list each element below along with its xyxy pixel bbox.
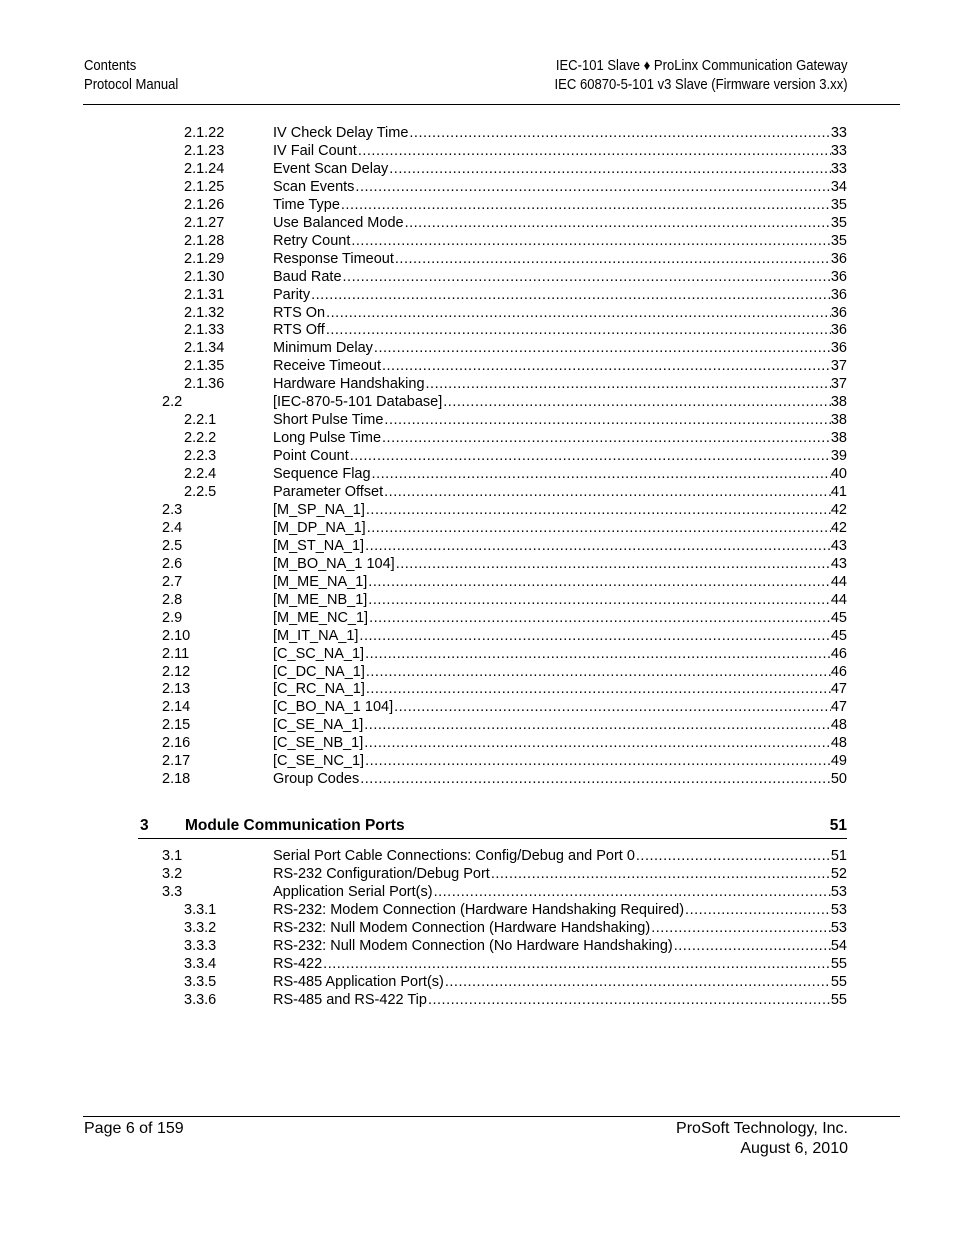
toc-entry[interactable] xyxy=(0,555,954,573)
toc-entry-number: 2.8 xyxy=(162,591,183,608)
page-header xyxy=(84,57,848,97)
toc-entry-page: 53 xyxy=(830,920,847,936)
page-footer xyxy=(84,1119,848,1161)
toc-entry-title: Minimum Delay xyxy=(273,340,373,357)
toc-entry[interactable] xyxy=(0,321,954,339)
toc-entry[interactable] xyxy=(0,375,954,393)
toc-dot-leader xyxy=(325,304,831,322)
toc-entry[interactable] xyxy=(0,955,954,973)
toc-entry-page: 52 xyxy=(830,866,847,882)
toc-entry-page: 36 xyxy=(830,250,847,267)
toc-entry-body xyxy=(273,645,847,663)
toc-entry-title: Short Pulse Time xyxy=(273,412,384,429)
toc-dot-leader xyxy=(368,609,831,627)
toc-entry-title: [C_SE_NC_1] xyxy=(273,753,365,770)
toc-entry-number: 3.3.4 xyxy=(184,956,217,972)
toc-entry-page: 48 xyxy=(830,735,847,752)
toc-entry[interactable] xyxy=(0,268,954,286)
header-divider xyxy=(83,104,900,105)
toc-entry[interactable] xyxy=(0,537,954,555)
toc-entry[interactable] xyxy=(0,339,954,357)
toc-entry[interactable] xyxy=(0,519,954,537)
toc-entry-body xyxy=(273,752,847,770)
toc-entry-number: 2.11 xyxy=(162,645,190,662)
toc-entry-page: 36 xyxy=(830,340,847,357)
toc-dot-leader xyxy=(408,124,830,142)
toc-entry-body xyxy=(273,232,847,250)
toc-entry[interactable] xyxy=(0,680,954,698)
toc-entry-page: 33 xyxy=(830,142,847,159)
toc-entry-number: 2.7 xyxy=(162,573,183,590)
toc-entry-body xyxy=(273,429,847,447)
toc-entry-number: 2.1.25 xyxy=(184,178,225,195)
toc-entry[interactable] xyxy=(0,357,954,375)
toc-entry-page: 43 xyxy=(830,555,847,572)
toc-entry-number: 2.2.5 xyxy=(184,484,217,500)
header-right xyxy=(555,57,848,95)
toc-entry[interactable] xyxy=(0,501,954,519)
toc-entry-number: 2.2.2 xyxy=(184,430,217,447)
toc-entry-page: 33 xyxy=(830,125,847,141)
toc-entry-number: 2.15 xyxy=(162,717,191,734)
toc-entry-title: Scan Events xyxy=(273,178,355,195)
toc-entry-number: 2.12 xyxy=(162,663,191,680)
toc-entry-body xyxy=(273,591,847,609)
toc-entry-number: 3.3 xyxy=(162,884,183,900)
toc-entry-page: 55 xyxy=(830,956,847,972)
toc-entry-page: 55 xyxy=(830,992,847,1008)
toc-entry-body xyxy=(273,573,847,591)
chapter-divider xyxy=(138,838,847,839)
toc-entry-number: 2.1.26 xyxy=(184,196,225,213)
toc-dot-leader xyxy=(427,991,831,1009)
toc-dot-leader xyxy=(364,537,831,555)
toc-entry-number: 2.10 xyxy=(162,627,191,644)
toc-entry-title: RS-422 xyxy=(273,956,323,972)
toc-dot-leader xyxy=(395,555,831,573)
toc-entry-number: 2.1.33 xyxy=(184,322,225,339)
toc-dot-leader xyxy=(367,591,831,609)
toc-entry-title: Receive Timeout xyxy=(273,358,381,375)
toc-dot-leader xyxy=(383,411,830,429)
toc-dot-leader xyxy=(340,196,831,214)
toc-entry-title: Parameter Offset xyxy=(273,484,384,500)
toc-dot-leader xyxy=(363,734,831,752)
toc-entry[interactable] xyxy=(0,483,954,501)
toc-entry[interactable] xyxy=(0,393,954,411)
toc-entry-body xyxy=(273,375,847,393)
toc-dot-leader xyxy=(381,429,831,447)
toc-entry-body xyxy=(273,501,847,519)
toc-entry-number: 2.1.24 xyxy=(184,160,225,177)
header-manual-name: Protocol Manual xyxy=(84,77,179,93)
toc-entry-number: 3.3.1 xyxy=(184,902,217,918)
toc-entry-body xyxy=(273,865,847,883)
toc-dot-leader xyxy=(404,214,831,232)
toc-entry-number: 2.18 xyxy=(162,771,191,788)
toc-entry-title: Response Timeout xyxy=(273,250,394,267)
toc-entry-number: 2.2 xyxy=(162,394,183,411)
header-product-version: IEC 60870-5-101 v3 Slave (Firmware version 3.xx) xyxy=(554,77,848,93)
toc-entry-page: 41 xyxy=(830,484,847,500)
toc-entry-title: [M_IT_NA_1] xyxy=(273,627,359,644)
toc-entry-title: IV Check Delay Time xyxy=(273,125,409,141)
toc-entry-page: 50 xyxy=(830,771,847,788)
toc-entry-title: RS-232 Configuration/Debug Port xyxy=(273,866,490,882)
toc-dot-leader xyxy=(365,663,831,681)
toc-entry-page: 35 xyxy=(830,196,847,213)
toc-entry-number: 2.13 xyxy=(162,681,191,698)
toc-entry-number: 2.1.23 xyxy=(184,142,225,159)
toc-entry-title: RS-232: Null Modem Connection (No Hardware Handshaking) xyxy=(273,938,673,954)
toc-dot-leader xyxy=(425,375,831,393)
toc-dot-leader xyxy=(310,286,831,304)
toc-entry-body xyxy=(273,519,847,537)
toc-entry-body xyxy=(273,393,847,411)
toc-entry[interactable] xyxy=(0,142,954,160)
toc-entry-body xyxy=(273,465,847,483)
toc-entry-number: 2.1.31 xyxy=(184,286,225,303)
toc-entry-title: Parity xyxy=(273,286,311,303)
toc-entry[interactable] xyxy=(0,573,954,591)
toc-entry-title: Long Pulse Time xyxy=(273,430,382,447)
toc-entry-body xyxy=(273,250,847,268)
toc-entry[interactable] xyxy=(0,465,954,483)
toc-entry-body xyxy=(273,357,847,375)
toc-dot-leader xyxy=(371,465,831,483)
toc-entry-page: 37 xyxy=(830,376,847,393)
toc-entry-title: [C_RC_NA_1] xyxy=(273,681,365,698)
toc-entry-page: 40 xyxy=(830,466,847,483)
toc-entry[interactable] xyxy=(0,991,954,1009)
toc-dot-leader xyxy=(394,250,831,268)
toc-entry-number: 2.1.28 xyxy=(184,232,225,249)
header-product-name: IEC-101 Slave ♦ ProLinx Communication Gateway xyxy=(556,58,848,74)
toc-entry-title: RS-485 and RS-422 Tip xyxy=(273,992,427,1008)
toc-dot-leader xyxy=(350,232,830,250)
toc-entry-body xyxy=(273,955,847,973)
toc-dot-leader xyxy=(373,339,831,357)
toc-entry-number: 2.2.1 xyxy=(184,412,217,429)
toc-dot-leader xyxy=(381,357,831,375)
toc-entry-body xyxy=(273,447,847,465)
toc-entry-title: RS-232: Modem Connection (Hardware Handshaking Required) xyxy=(273,902,685,918)
toc-entry-number: 2.1.35 xyxy=(184,358,225,375)
toc-entry[interactable] xyxy=(0,286,954,304)
toc-entry[interactable] xyxy=(0,250,954,268)
toc-entry-title: Sequence Flag xyxy=(273,466,371,483)
toc-entry-number: 3.1 xyxy=(162,848,183,864)
toc-entry-title: [M_ME_NB_1] xyxy=(273,591,368,608)
toc-entry-title: Hardware Handshaking xyxy=(273,376,425,393)
toc-entry[interactable] xyxy=(0,901,954,919)
toc-entry-page: 45 xyxy=(830,627,847,644)
toc-entry-title: Event Scan Delay xyxy=(273,160,389,177)
toc-entry-number: 2.1.32 xyxy=(184,304,225,321)
toc-entry-page: 38 xyxy=(830,412,847,429)
toc-entry-number: 2.1.29 xyxy=(184,250,225,267)
toc-entry-number: 2.17 xyxy=(162,753,191,770)
toc-entry-number: 2.1.27 xyxy=(184,214,225,231)
toc-dot-leader xyxy=(393,698,831,716)
toc-entry-body xyxy=(273,142,847,160)
toc-entry-number: 2.16 xyxy=(162,735,191,752)
toc-entry-title: [IEC-870-5-101 Database] xyxy=(273,394,443,411)
toc-entry[interactable] xyxy=(0,973,954,991)
toc-entry[interactable] xyxy=(0,124,954,142)
toc-entry-body xyxy=(273,680,847,698)
toc-entry-title: [C_SE_NA_1] xyxy=(273,717,364,734)
toc-entry-title: [M_ME_NA_1] xyxy=(273,573,368,590)
toc-dot-leader xyxy=(673,937,831,955)
toc-entry-body xyxy=(273,555,847,573)
toc-dot-leader xyxy=(433,883,831,901)
toc-entry[interactable] xyxy=(0,883,954,901)
toc-entry-title: Group Codes xyxy=(273,771,360,788)
toc-entry-title: Time Type xyxy=(273,196,340,213)
toc-entry[interactable] xyxy=(0,770,954,788)
toc-entry-body xyxy=(273,537,847,555)
toc-entry[interactable] xyxy=(0,609,954,627)
toc-entry[interactable] xyxy=(0,447,954,465)
toc-entry-page: 37 xyxy=(830,358,847,375)
toc-entry-title: Application Serial Port(s) xyxy=(273,884,433,900)
toc-entry-body xyxy=(273,286,847,304)
toc-entry-page: 48 xyxy=(830,717,847,734)
toc-entry-title: [C_DC_NA_1] xyxy=(273,663,365,680)
toc-entry-number: 3.3.2 xyxy=(184,920,217,936)
toc-dot-leader xyxy=(365,680,831,698)
toc-dot-leader xyxy=(359,770,831,788)
toc-entry-page: 36 xyxy=(830,304,847,321)
toc-entry-number: 2.1.22 xyxy=(184,125,225,141)
toc-dot-leader xyxy=(635,847,831,865)
toc-entry-page: 43 xyxy=(830,537,847,554)
toc-entry-page: 39 xyxy=(830,448,847,465)
toc-entry[interactable] xyxy=(0,865,954,883)
toc-dot-leader xyxy=(322,955,831,973)
toc-entry-number: 2.1.34 xyxy=(184,340,225,357)
toc-entry-body xyxy=(273,716,847,734)
toc-entry-number: 2.3 xyxy=(162,501,183,518)
toc-entry-page: 38 xyxy=(830,430,847,447)
toc-entry[interactable] xyxy=(0,716,954,734)
toc-entry-body xyxy=(273,901,847,919)
toc-entry-body xyxy=(273,339,847,357)
toc-entry-title: [C_SC_NA_1] xyxy=(273,645,365,662)
toc-entry[interactable] xyxy=(0,196,954,214)
toc-dot-leader xyxy=(358,627,830,645)
toc-entry-body xyxy=(273,698,847,716)
toc-entry-number: 3.3.5 xyxy=(184,974,217,990)
toc-entry[interactable] xyxy=(0,411,954,429)
chapter-title: Module Communication Ports xyxy=(185,817,405,834)
toc-entry-page: 54 xyxy=(830,938,847,954)
toc-dot-leader xyxy=(442,393,831,411)
header-left xyxy=(84,57,178,95)
toc-entry-page: 45 xyxy=(830,609,847,626)
toc-entry-page: 35 xyxy=(830,214,847,231)
toc-entry-body xyxy=(273,734,847,752)
toc-entry-title: Use Balanced Mode xyxy=(273,214,404,231)
toc-entry-page: 51 xyxy=(830,848,847,864)
toc-entry-title: [M_DP_NA_1] xyxy=(273,519,366,536)
toc-entry-number: 2.14 xyxy=(162,699,191,716)
toc-entry[interactable] xyxy=(0,160,954,178)
chapter-number: 3 xyxy=(140,817,149,834)
toc-entry-body xyxy=(273,483,847,501)
toc-dot-leader xyxy=(325,321,831,339)
footer-date: August 6, 2010 xyxy=(740,1140,848,1157)
toc-entry-body xyxy=(273,919,847,937)
toc-entry-body xyxy=(273,770,847,788)
toc-entry-page: 46 xyxy=(830,663,847,680)
toc-entry-title: RTS On xyxy=(273,304,326,321)
toc-dot-leader xyxy=(444,973,831,991)
toc-entry-number: 2.4 xyxy=(162,519,183,536)
toc-entry-page: 44 xyxy=(830,591,847,608)
toc-dot-leader xyxy=(364,752,831,770)
toc-entry-body xyxy=(273,991,847,1009)
toc-entry-title: Baud Rate xyxy=(273,268,342,285)
toc-entry-title: [M_ST_NA_1] xyxy=(273,537,365,554)
toc-entry-body xyxy=(273,883,847,901)
toc-entry-body xyxy=(273,973,847,991)
toc-entry-number: 2.1.36 xyxy=(184,376,225,393)
toc-entry-body xyxy=(273,196,847,214)
toc-entry-body xyxy=(273,160,847,178)
toc-dot-leader xyxy=(363,716,831,734)
toc-entry-title: [M_SP_NA_1] xyxy=(273,501,365,518)
toc-dot-leader xyxy=(342,268,831,286)
toc-entry-number: 2.5 xyxy=(162,537,183,554)
toc-entry-page: 55 xyxy=(830,974,847,990)
toc-entry-title: IV Fail Count xyxy=(273,142,357,159)
toc-entry-page: 33 xyxy=(830,160,847,177)
toc-entry-number: 2.6 xyxy=(162,555,183,572)
toc-entry-page: 36 xyxy=(830,268,847,285)
toc-entry-body xyxy=(273,627,847,645)
toc-entry-number: 2.2.4 xyxy=(184,466,217,483)
toc-entry-body xyxy=(273,411,847,429)
toc-entry-page: 53 xyxy=(830,902,847,918)
toc-entry[interactable] xyxy=(0,937,954,955)
toc-entry-page: 34 xyxy=(830,178,847,195)
toc-entry-title: RS-485 Application Port(s) xyxy=(273,974,444,990)
footer-company: ProSoft Technology, Inc. xyxy=(676,1120,848,1137)
toc-dot-leader xyxy=(349,447,831,465)
toc-entry-body xyxy=(273,847,847,865)
toc-entry-body xyxy=(273,124,847,142)
toc-entry-page: 42 xyxy=(830,501,847,518)
toc-entry-page: 35 xyxy=(830,232,847,249)
footer-divider xyxy=(83,1116,900,1117)
toc-entry-page: 47 xyxy=(830,681,847,698)
toc-entry-title: [M_BO_NA_1 104] xyxy=(273,555,395,572)
toc-entry-title: RTS Off xyxy=(273,322,325,339)
toc-entry[interactable] xyxy=(0,591,954,609)
toc-dot-leader xyxy=(684,901,831,919)
toc-entry-page: 46 xyxy=(830,645,847,662)
toc-entry-page: 38 xyxy=(830,394,847,411)
toc-entry-title: [C_SE_NB_1] xyxy=(273,735,364,752)
toc-dot-leader xyxy=(365,501,831,519)
toc-dot-leader xyxy=(650,919,831,937)
chapter-page: 51 xyxy=(829,817,847,834)
toc-entry-page: 47 xyxy=(830,699,847,716)
toc-entry-number: 3.3.3 xyxy=(184,938,217,954)
toc-dot-leader xyxy=(367,573,831,591)
toc-entry[interactable] xyxy=(0,178,954,196)
toc-entry[interactable] xyxy=(0,232,954,250)
toc-entry[interactable] xyxy=(0,663,954,681)
footer-right xyxy=(676,1119,848,1159)
toc-entry-page: 44 xyxy=(830,573,847,590)
toc-dot-leader xyxy=(490,865,831,883)
toc-dot-leader xyxy=(364,645,831,663)
toc-entry-number: 2.2.3 xyxy=(184,448,217,465)
header-section-name: Contents xyxy=(84,58,137,74)
toc-entry-title: [M_ME_NC_1] xyxy=(273,609,369,626)
toc-dot-leader xyxy=(388,160,831,178)
toc-entry[interactable] xyxy=(0,919,954,937)
toc-entry-body xyxy=(273,937,847,955)
toc-entry-body xyxy=(273,663,847,681)
toc-dot-leader xyxy=(354,178,830,196)
toc-entry-number: 3.2 xyxy=(162,866,183,882)
toc-entry-page: 36 xyxy=(830,286,847,303)
toc-entry-number: 2.9 xyxy=(162,609,183,626)
toc-entry[interactable] xyxy=(0,627,954,645)
toc-entry-title: Serial Port Cable Connections: Config/Debug and Port 0 xyxy=(273,848,635,864)
toc-entry-title: [C_BO_NA_1 104] xyxy=(273,699,394,716)
toc-entry[interactable] xyxy=(0,734,954,752)
toc-entry[interactable] xyxy=(0,214,954,232)
toc-entry-title: Point Count xyxy=(273,448,349,465)
toc-chapter-heading[interactable] xyxy=(138,815,847,837)
toc-entry[interactable] xyxy=(0,645,954,663)
toc-entry[interactable] xyxy=(0,698,954,716)
toc-entry-page: 53 xyxy=(830,884,847,900)
toc-entry[interactable] xyxy=(0,752,954,770)
toc-entry-body xyxy=(273,321,847,339)
footer-page-number: Page 6 of 159 xyxy=(84,1120,184,1137)
toc-entry-page: 42 xyxy=(830,519,847,536)
toc-dot-leader xyxy=(366,519,831,537)
toc-dot-leader xyxy=(383,483,831,501)
toc-entry-body xyxy=(273,178,847,196)
toc-entry[interactable] xyxy=(0,429,954,447)
toc-entry-body xyxy=(273,268,847,286)
toc-entry-page: 49 xyxy=(830,753,847,770)
toc-entry-title: Retry Count xyxy=(273,232,351,249)
toc-entry-number: 3.3.6 xyxy=(184,992,217,1008)
toc-dot-leader xyxy=(357,142,831,160)
toc-entry-body xyxy=(273,609,847,627)
toc-entry[interactable] xyxy=(0,847,954,865)
toc-entry-page: 36 xyxy=(830,322,847,339)
toc-entry-title: RS-232: Null Modem Connection (Hardware Handshaking) xyxy=(273,920,651,936)
toc-entry-body xyxy=(273,304,847,322)
toc-entry[interactable] xyxy=(0,304,954,322)
toc-entry-body xyxy=(273,214,847,232)
toc-entry-number: 2.1.30 xyxy=(184,268,225,285)
